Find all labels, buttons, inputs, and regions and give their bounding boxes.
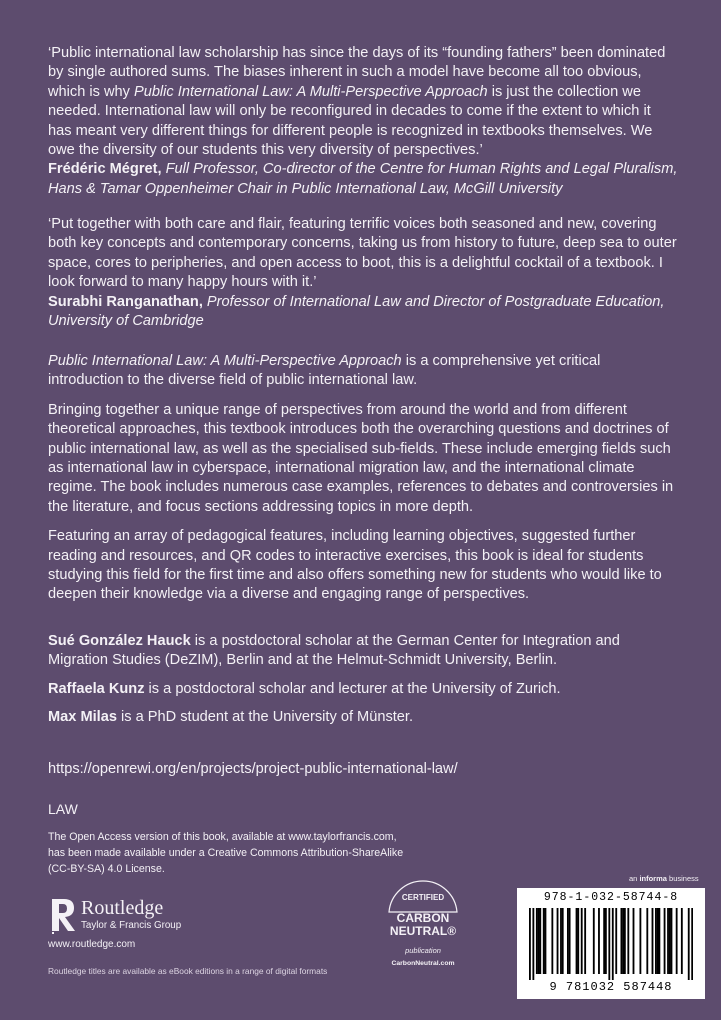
bio-text: is a postdoctoral scholar and lecturer at the University of Zurich. bbox=[144, 680, 561, 697]
informa-word: informa bbox=[639, 874, 667, 883]
barcode-bar bbox=[624, 908, 626, 974]
barcode-bar bbox=[639, 908, 641, 974]
book-description bbox=[48, 352, 678, 605]
barcode-bar bbox=[655, 908, 657, 974]
endorsement-attribution bbox=[48, 293, 678, 332]
bio-text: is a PhD student at the University of Münster. bbox=[116, 709, 414, 726]
barcode-bar bbox=[658, 908, 660, 974]
endorser-affiliation: Full Professor, Co-director of the Centre for Human Rights and Legal Pluralism, Hans & Tamar Oppenheimer Chair in Public International Law, McGill University bbox=[48, 161, 678, 197]
isbn-barcode bbox=[517, 888, 705, 999]
subject-category: LAW bbox=[48, 801, 78, 817]
barcode-bar bbox=[532, 908, 534, 980]
informa-suffix: business bbox=[666, 874, 699, 883]
informa-tagline bbox=[629, 874, 699, 883]
open-access-line: (CC-BY-SA) 4.0 License. bbox=[48, 863, 165, 875]
publisher-name: Routledge bbox=[81, 897, 164, 919]
barcode-bar bbox=[664, 908, 666, 974]
barcode-bar bbox=[657, 908, 659, 974]
description-book-title: Public International Law: A Multi-Perspective Approach bbox=[48, 353, 402, 369]
barcode-bar bbox=[615, 908, 617, 974]
informa-prefix: an bbox=[629, 874, 640, 883]
barcode-bar bbox=[608, 908, 610, 980]
carbon-publication: publication bbox=[405, 946, 441, 955]
bio-entry bbox=[48, 680, 678, 699]
barcode-bar bbox=[598, 908, 600, 974]
bio-entry bbox=[48, 708, 678, 727]
barcode-bar bbox=[593, 908, 595, 974]
bio-entry bbox=[48, 632, 678, 671]
barcode-bar bbox=[538, 908, 540, 974]
carbon-certified: CERTIFIED bbox=[401, 893, 445, 902]
publisher-website[interactable]: www.routledge.com bbox=[48, 939, 136, 950]
barcode-bar bbox=[551, 908, 553, 974]
barcode-bar bbox=[557, 908, 559, 974]
description-text: is a comprehensive yet critical introduction to the diverse field of public international law. bbox=[48, 353, 601, 389]
barcode-bar bbox=[676, 908, 678, 974]
barcode-bar bbox=[646, 908, 648, 974]
endorsement-ranganathan bbox=[48, 215, 678, 331]
quote-book-title: Public International Law: A Multi-Perspective Approach bbox=[133, 83, 488, 100]
description-paragraph bbox=[48, 352, 678, 391]
barcode-bar bbox=[667, 908, 669, 974]
bio-name: Max Milas bbox=[48, 709, 117, 726]
carbon-word: CARBON bbox=[396, 911, 450, 925]
editor-bios bbox=[48, 632, 678, 737]
description-paragraph: Bringing together a unique range of perspectives from around the world and from different theoretical approaches, this textbook introduces both the overarching questions and doctrines of public international law, as well as the specialised sub-fields. These include emerging fields such as international law in cyberspace, international migration law, and the international climate regime. The book includes numerous case examples, references to debates and controversies in the literature, and focus sections addressing topics in more depth. bbox=[48, 401, 674, 515]
bio-name: Sué González Hauck bbox=[48, 633, 191, 649]
barcode-bar bbox=[688, 908, 690, 980]
barcode-bar bbox=[671, 908, 673, 974]
isbn-digits: 9 781032 587448 bbox=[549, 980, 673, 994]
barcode-bar bbox=[576, 908, 578, 974]
barcode-bar bbox=[560, 908, 562, 974]
endorser-affiliation: Professor of International Law and Director of Postgraduate Education, University of Cambridge bbox=[48, 293, 665, 330]
barcode-bar bbox=[681, 908, 683, 974]
ebook-note: Routledge titles are available as eBook editions in a range of digital formats bbox=[48, 966, 328, 976]
barcode-bar bbox=[545, 908, 547, 974]
barcode-bar bbox=[627, 908, 629, 974]
barcode-bar bbox=[581, 908, 583, 974]
endorsement-quote bbox=[48, 44, 678, 160]
barcode-bar bbox=[577, 908, 579, 974]
endorsement-quote: ‘Put together with both care and flair, featuring terrific voices both seasoned and new, covering both key concepts and contemporary concerns, taking us from history to future, deep sea to outer space, cores to peripheries, and open access to boot, this is a delightful cocktail of a textbook. I look forward to many happy hours with it.’ bbox=[48, 216, 677, 291]
routledge-logo-icon bbox=[48, 895, 80, 935]
barcode-bar bbox=[584, 908, 586, 974]
endorsement-attribution bbox=[48, 160, 678, 199]
quote-text: is just the collection we needed. International law will only be reconfigured in decades to come if the extent to which it has meant very different things for different people is recognized in textbooks themselves. We owe the diversity of our students this very diversity of perspectives.’ bbox=[48, 83, 653, 159]
barcode-bar bbox=[529, 908, 531, 980]
endorsement-megret bbox=[48, 44, 678, 199]
bio-text: is a postdoctoral scholar at the German Center for Integration and Migration Studies (DeZIM), Berlin and at the Helmut-Schmidt University, Berlin. bbox=[48, 633, 620, 669]
barcode-bar bbox=[567, 908, 569, 974]
barcode-bar bbox=[669, 908, 671, 974]
barcode-bar bbox=[536, 908, 538, 974]
isbn-hyphenated: 978-1-032-58744-8 bbox=[543, 891, 679, 904]
barcode-icon bbox=[529, 908, 693, 980]
carbon-neutral-badge-icon bbox=[383, 878, 463, 973]
project-url[interactable]: https://openrewi.org/en/projects/project-public-international-law/ bbox=[48, 761, 458, 777]
endorser-name: Surabhi Ranganathan, bbox=[48, 293, 203, 310]
carbon-site: CarbonNeutral.com bbox=[391, 960, 455, 967]
description-paragraph: Featuring an array of pedagogical features, including learning objectives, suggested further reading and resources, and QR codes to interactive exercises, this book is ideal for students studying this field for the first time and also offers something new for students who would like to deepen their knowledge via a diverse and engaging range of perspectives. bbox=[48, 528, 662, 603]
neutral-word: NEUTRAL® bbox=[389, 924, 457, 938]
publisher-group: Taylor & Francis Group bbox=[81, 920, 182, 931]
open-access-line: The Open Access version of this book, available at www.taylorfrancis.com, bbox=[48, 831, 397, 843]
barcode-bar bbox=[603, 908, 605, 974]
barcode-bar bbox=[691, 908, 693, 980]
open-access-notice bbox=[48, 829, 488, 877]
bio-name: Raffaela Kunz bbox=[48, 680, 145, 697]
barcode-bar bbox=[622, 908, 624, 974]
barcode-bar bbox=[652, 908, 654, 974]
barcode-bar bbox=[620, 908, 622, 974]
barcode-bar bbox=[612, 908, 614, 980]
open-access-line: has been made available under a Creative Commons Attribution-ShareAlike bbox=[48, 847, 404, 859]
barcode-bar bbox=[569, 908, 571, 974]
barcode-bar bbox=[562, 908, 564, 974]
barcode-bar bbox=[543, 908, 545, 974]
barcode-bar bbox=[539, 908, 541, 974]
quote-text: ‘Public international law scholarship has since the days of its “founding fathers” been dominated by single authored sums. The biases inherent in such a model have become all too obvious, which is why bbox=[48, 45, 666, 100]
barcode-bar bbox=[633, 908, 635, 974]
barcode-bar bbox=[605, 908, 607, 974]
endorser-name: Frédéric Mégret, bbox=[48, 161, 162, 178]
